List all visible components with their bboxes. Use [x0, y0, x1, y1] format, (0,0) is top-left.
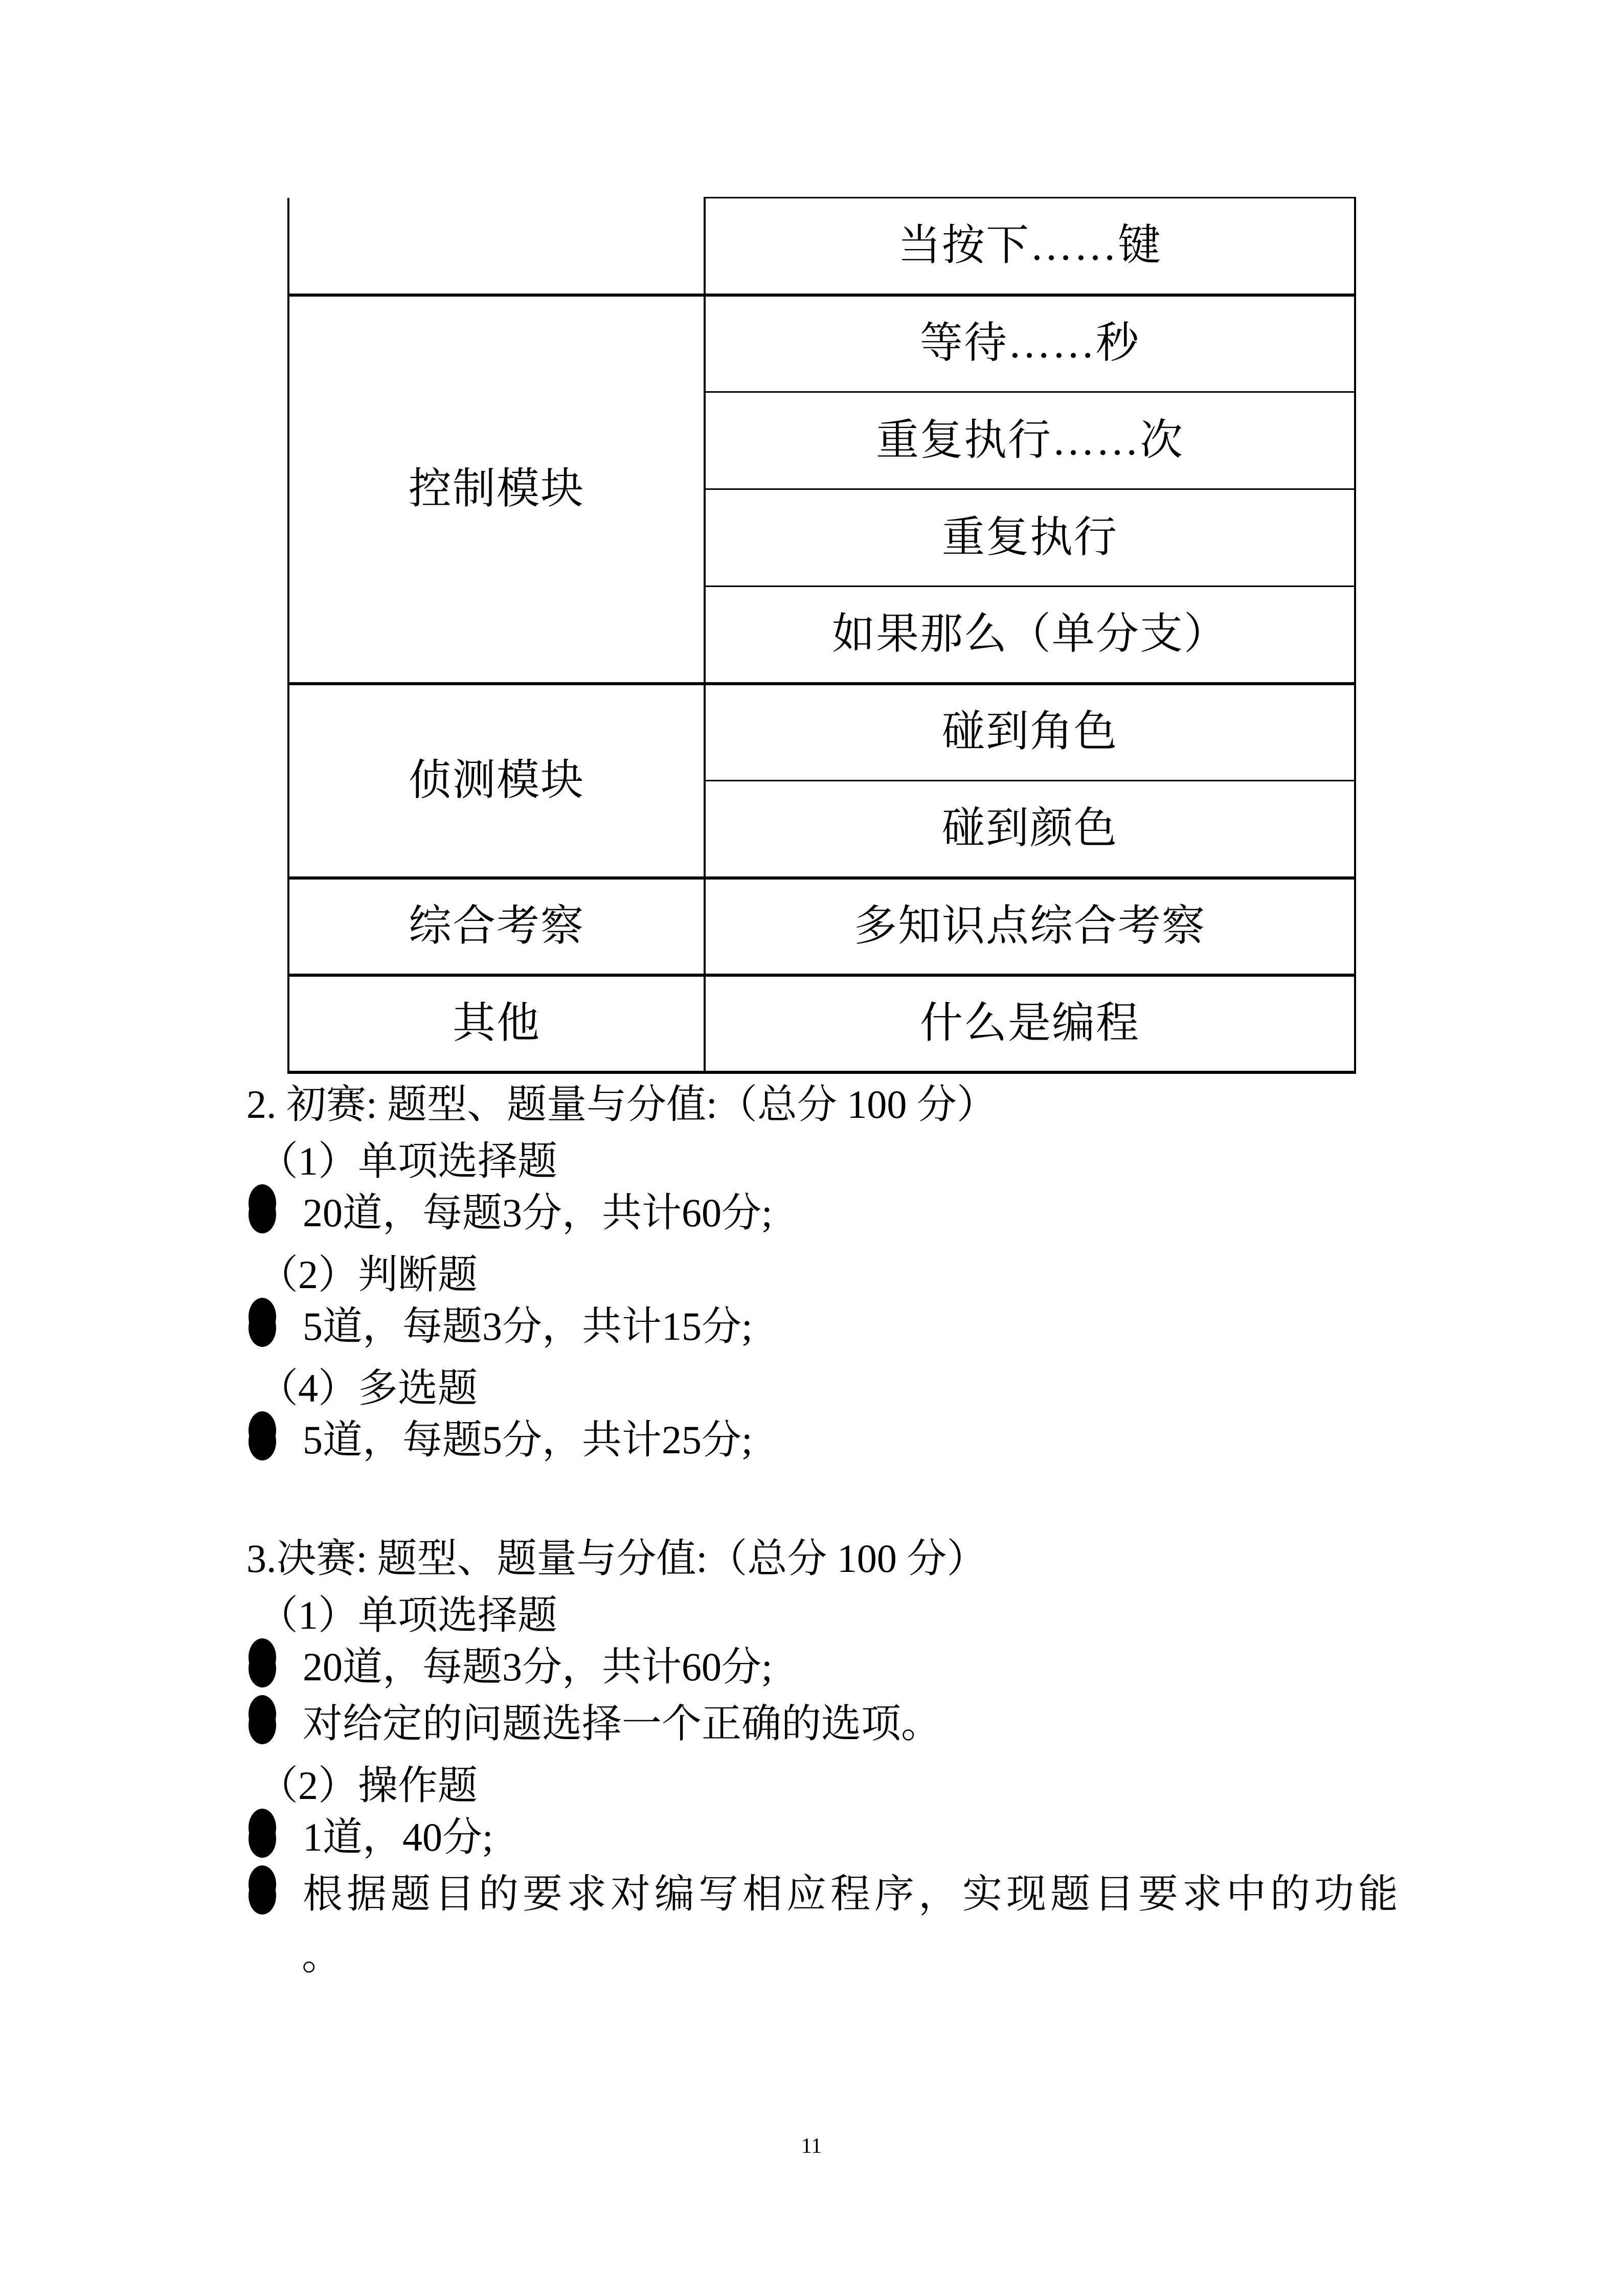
sub-heading: （1）单项选择题 — [258, 1139, 558, 1183]
bullet-list-item — [249, 1411, 753, 1462]
module-cell: 综合考察 — [288, 878, 705, 975]
module-cell: 侦测模块 — [288, 684, 705, 878]
knowledge-point-cell: 多知识点综合考察 — [705, 878, 1355, 975]
knowledge-point-cell: 重复执行 — [705, 489, 1355, 587]
knowledge-table — [287, 197, 1356, 1074]
bullet-icon — [249, 1820, 276, 1858]
knowledge-point-cell: 如果那么（单分支） — [705, 587, 1355, 684]
knowledge-point-cell: 碰到角色 — [705, 684, 1355, 781]
line-text: 5道，每题3分，共计15分; — [303, 1304, 753, 1348]
section-heading: 3.决赛: 题型、题量与分值:（总分 100 分） — [246, 1536, 987, 1581]
line-text: 1道，40分; — [303, 1815, 493, 1859]
table-row — [288, 878, 1355, 975]
page-number: 11 — [801, 2134, 822, 2158]
bullet-list-item — [249, 1809, 493, 1859]
line-text: 根据题目的要求对编写相应程序，实现题目要求中的功能 — [303, 1872, 1403, 1916]
bullet-list-item — [249, 1184, 773, 1235]
continuation-line: 。 — [302, 1933, 342, 1978]
line-text: 对给定的问题选择一个正确的选项。 — [303, 1701, 941, 1746]
knowledge-point-cell: 重复执行……次 — [705, 392, 1355, 489]
bullet-icon — [249, 1196, 276, 1233]
knowledge-point-cell: 碰到颜色 — [705, 781, 1355, 878]
sub-heading: （4）多选题 — [258, 1366, 478, 1410]
knowledge-point-cell: 等待……秒 — [705, 295, 1355, 392]
line-text: 20道，每题3分，共计60分; — [303, 1190, 773, 1235]
section-heading: 2. 初赛: 题型、题量与分值:（总分 100 分） — [246, 1082, 997, 1127]
module-cell: 其他 — [288, 975, 705, 1072]
table-row — [288, 684, 1355, 781]
bullet-icon — [249, 1650, 276, 1687]
table-row — [288, 198, 1355, 295]
bullet-list-item — [249, 1865, 1403, 1916]
sub-heading: （2）判断题 — [258, 1252, 478, 1297]
line-text: 20道，每题3分，共计60分; — [303, 1645, 773, 1689]
module-cell — [288, 198, 705, 295]
module-cell: 控制模块 — [288, 295, 705, 684]
bullet-list-item — [249, 1695, 941, 1746]
knowledge-point-cell: 什么是编程 — [705, 975, 1355, 1072]
bullet-icon — [249, 1877, 276, 1915]
bullet-list-item — [249, 1638, 773, 1689]
knowledge-point-cell: 当按下……键 — [705, 198, 1355, 295]
sub-heading: （2）操作题 — [258, 1763, 478, 1808]
line-text: 5道，每题5分，共计25分; — [303, 1417, 753, 1462]
knowledge-table-body — [288, 198, 1355, 1072]
bullet-icon — [249, 1706, 276, 1744]
bullet-icon — [249, 1309, 276, 1347]
sub-heading: （1）单项选择题 — [258, 1593, 558, 1637]
table-row — [288, 975, 1355, 1072]
bullet-list-item — [249, 1298, 753, 1348]
bullet-icon — [249, 1423, 276, 1460]
table-row — [288, 295, 1355, 392]
